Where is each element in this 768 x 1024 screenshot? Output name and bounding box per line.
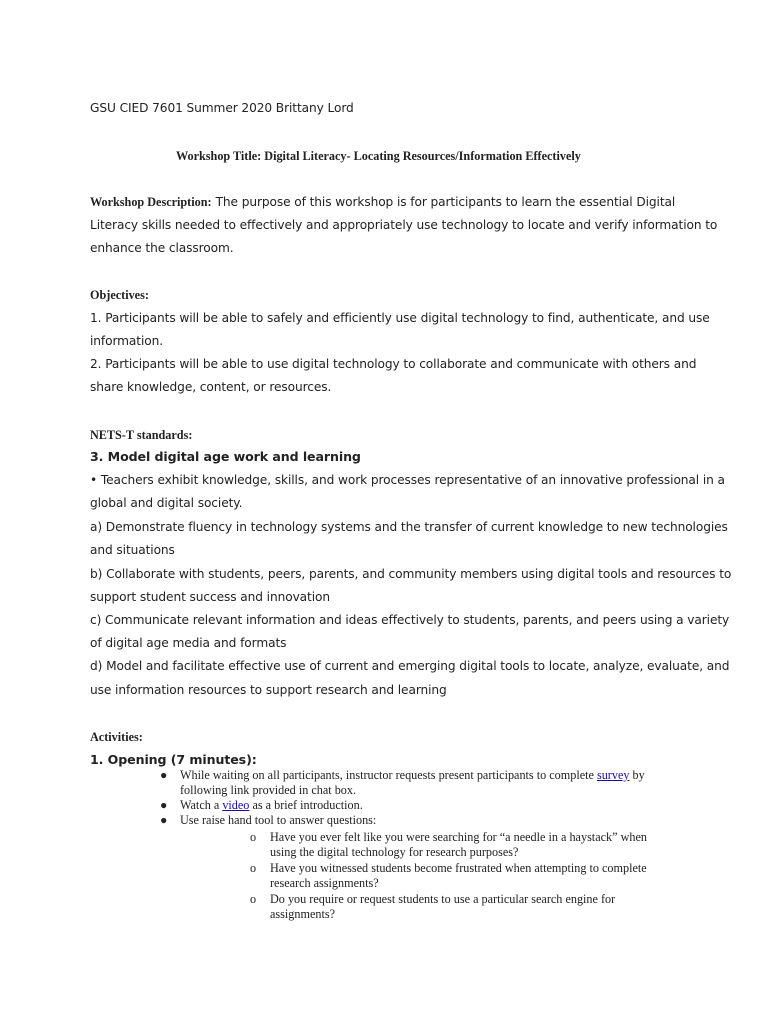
objective-1-line-1: 1. Participants will be able to safely and efficiently use digital technology to find, authenticate, and use xyxy=(90,311,710,325)
bullet-2-text-end: as a brief introduction. xyxy=(249,798,363,812)
nets-c-line-2: of digital age media and formats xyxy=(90,636,287,650)
question-3-line-1: Do you require or request students to use a particular search engine for xyxy=(270,892,616,906)
opening-heading: 1. Opening (7 minutes): xyxy=(90,752,257,767)
bullet-icon: ● xyxy=(160,813,168,827)
description-line-1 xyxy=(90,194,675,210)
bullet-1-text-line-2: following link provided in chat box. xyxy=(180,783,357,797)
nets-intro-line-2: global and digital society. xyxy=(90,496,243,510)
bullet-icon: ● xyxy=(160,768,168,782)
question-item-3 xyxy=(250,892,680,922)
sub-bullet-icon: o xyxy=(250,830,257,844)
bullet-1-text: While waiting on all participants, instructor requests present participants to complete xyxy=(180,768,597,782)
nets-a-line-1: a) Demonstrate fluency in technology systems and the transfer of current knowledge to new technologies xyxy=(90,520,728,534)
nets-d-line-2: use information resources to support research and learning xyxy=(90,683,447,697)
workshop-title: Workshop Title: Digital Literacy- Locating Resources/Information Effectively xyxy=(176,149,581,163)
video-link[interactable]: video xyxy=(222,798,250,812)
nets-c-line-1: c) Communicate relevant information and ideas effectively to students, parents, and peers using a variety xyxy=(90,613,730,627)
question-1-line-1: Have you ever felt like you were searching for “a needle in a haystack” when xyxy=(270,830,647,844)
bullet-1-text-end: by xyxy=(629,768,645,782)
question-2-line-1: Have you witnessed students become frustrated when attempting to complete xyxy=(270,861,647,875)
question-sub-list xyxy=(250,830,680,922)
question-item-2 xyxy=(250,861,680,891)
bullet-2-text: Watch a xyxy=(180,798,223,812)
nets-label xyxy=(90,427,192,443)
question-1-line-2: using the digital technology for research purposes? xyxy=(270,845,519,859)
nets-a-line-2: and situations xyxy=(90,543,175,557)
description-text-2: Literacy skills needed to effectively and appropriately use technology to locate and verify information to xyxy=(90,218,718,232)
bullet-item-raise-hand xyxy=(160,813,680,828)
description-text-1: The purpose of this workshop is for participants to learn the essential Digital xyxy=(215,195,676,209)
sub-bullet-icon: o xyxy=(250,861,257,875)
question-3-line-2: assignments? xyxy=(270,907,335,921)
course-header: GSU CIED 7601 Summer 2020 Brittany Lord xyxy=(90,101,354,115)
bullet-item-video xyxy=(160,798,680,813)
sub-bullet-icon: o xyxy=(250,892,257,906)
description-label: Workshop Description: xyxy=(90,195,212,209)
nets-b-line-2: support student success and innovation xyxy=(90,590,330,604)
nets-intro-line-1: • Teachers exhibit knowledge, skills, and work processes representative of an innovative professional in a xyxy=(90,473,725,487)
nets-d-line-1: d) Model and facilitate effective use of current and emerging digital tools to locate, analyze, evaluate, and xyxy=(90,659,730,673)
question-2-line-2: research assignments? xyxy=(270,876,379,890)
description-text-3: enhance the classroom. xyxy=(90,241,234,255)
nets-standard-heading: 3. Model digital age work and learning xyxy=(90,449,361,464)
objective-2-line-1: 2. Participants will be able to use digital technology to collaborate and communicate with others and xyxy=(90,357,697,371)
bullet-item-survey xyxy=(160,768,680,798)
objective-2-line-2: share knowledge, content, or resources. xyxy=(90,380,332,394)
nets-b-line-1: b) Collaborate with students, peers, parents, and community members using digital tools and resources to xyxy=(90,567,732,581)
bullet-3-text: Use raise hand tool to answer questions: xyxy=(180,813,377,827)
nets-label-text: NETS-T standards: xyxy=(90,428,193,442)
activities-label: Activities: xyxy=(90,730,143,744)
opening-bullet-list xyxy=(160,768,680,828)
objective-1-line-2: information. xyxy=(90,334,164,348)
bullet-icon: ● xyxy=(160,798,168,812)
objectives-label: Objectives: xyxy=(90,288,149,302)
question-item-1 xyxy=(250,830,680,860)
survey-link[interactable]: survey xyxy=(596,768,630,782)
